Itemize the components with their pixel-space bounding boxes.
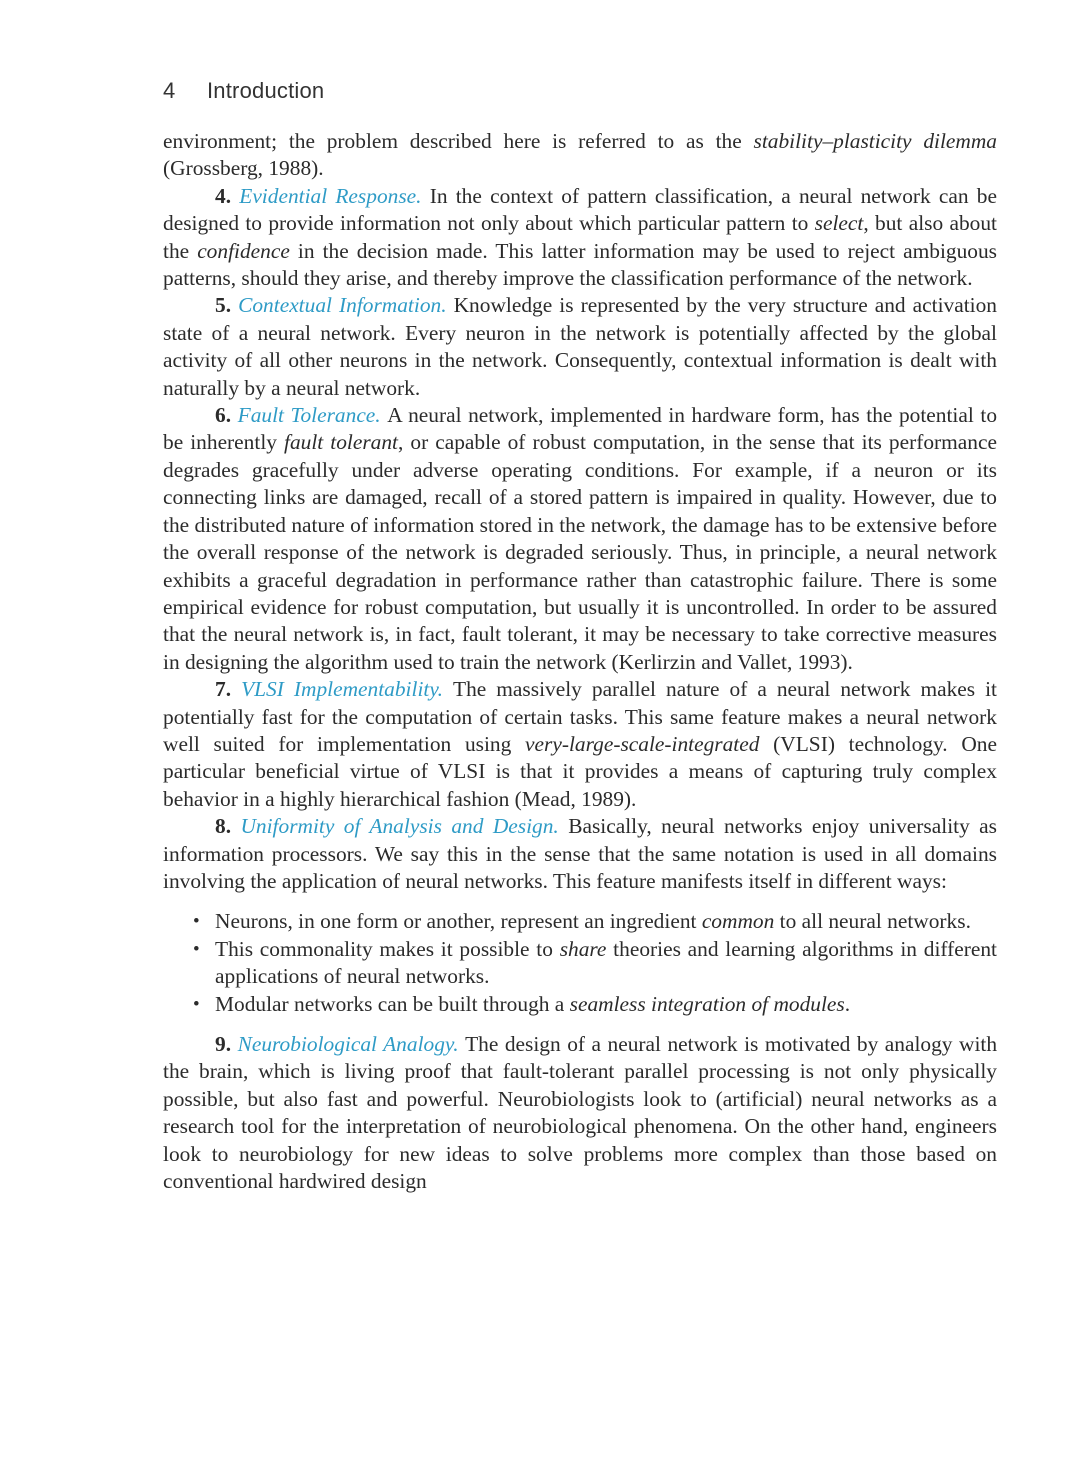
chapter-title: Introduction: [207, 78, 325, 103]
running-head: [163, 78, 324, 104]
list-item: [193, 908, 997, 935]
paragraph-continuation: environment; the problem described here is referred to as the stability–plasticity dilemma (Grossberg, 1988).: [163, 129, 997, 181]
bullet-icon: •: [193, 993, 200, 1015]
list-item-text: Modular networks can be built through a seamless integration of modules.: [215, 991, 851, 1016]
feature-bullet-list: [163, 908, 997, 1018]
paragraph-item-7-vlsi-implementability: 7. VLSI Implementability. The massively parallel nature of a neural network makes it potentially fast for the computation of certain tasks. This same feature makes a neural network well suited for implementation using very-large-scale-integrated (VLSI) technology. One particular beneficial virtue of VLSI is that it provides a means of capturing truly complex behavior in a highly hierarchical fashion (Mead, 1989).: [163, 677, 998, 811]
paragraph-item-9-neurobiological-analogy: 9. Neurobiological Analogy. The design of a neural network is motivated by analogy with the brain, which is living proof that fault-tolerant parallel processing is not only physically possible, but also fast and powerful. Neurobiologists look to (artificial) neural networks as a research tool for the interpretation of neurobiological phenomena. On the other hand, engineers look to neurobiology for new ideas to solve problems more complex than those based on conventional hardwired design: [163, 1032, 998, 1194]
bullet-icon: •: [193, 911, 200, 933]
bullet-icon: •: [193, 938, 200, 960]
list-item: [193, 936, 997, 991]
list-item: [193, 991, 997, 1018]
list-item-text: This commonality makes it possible to share theories and learning algorithms in different applications of neural networks.: [215, 936, 997, 989]
page-body: [163, 128, 997, 1195]
paragraph-item-6-fault-tolerance: 6. Fault Tolerance. A neural network, implemented in hardware form, has the potential to be inherently fault tolerant, or capable of robust computation, in the sense that its performance degrades gracefully under adverse operating conditions. For example, if a neuron or its connecting links are damaged, recall of a stored pattern is impaired in quality. However, due to the distributed nature of information stored in the network, the damage has to be extensive before the overall response of the network is degraded seriously. Thus, in principle, a neural network exhibits a graceful degradation in performance rather than catastrophic failure. There is some empirical evidence for robust computation, but usually it is uncontrolled. In order to be assured that the neural network is, in fact, fault tolerant, it may be necessary to take corrective measures in designing the algorithm used to train the network (Kerlirzin and Vallet, 1993).: [163, 403, 998, 674]
page-number: 4: [163, 78, 176, 103]
list-item-text: Neurons, in one form or another, represent an ingredient common to all neural networks.: [215, 909, 971, 934]
paragraph-item-5-contextual-information: 5. Contextual Information. Knowledge is represented by the very structure and activation state of a neural network. Every neuron in the network is potentially affected by the global activity of all other neurons in the network. Consequently, contextual information is dealt with naturally by a neural network.: [163, 293, 998, 400]
paragraph-item-8-uniformity: 8. Uniformity of Analysis and Design. Basically, neural networks enjoy universality as information processors. We say this in the sense that the same notation is used in all domains involving the application of neural networks. This feature manifests itself in different ways:: [163, 814, 998, 893]
paragraph-item-4-evidential-response: 4. Evidential Response. In the context of pattern classification, a neural network can be designed to provide information not only about which particular pattern to select, but also about the confidence in the decision made. This latter information may be used to reject ambiguous patterns, should they arise, and thereby improve the classification performance of the network.: [163, 183, 997, 291]
